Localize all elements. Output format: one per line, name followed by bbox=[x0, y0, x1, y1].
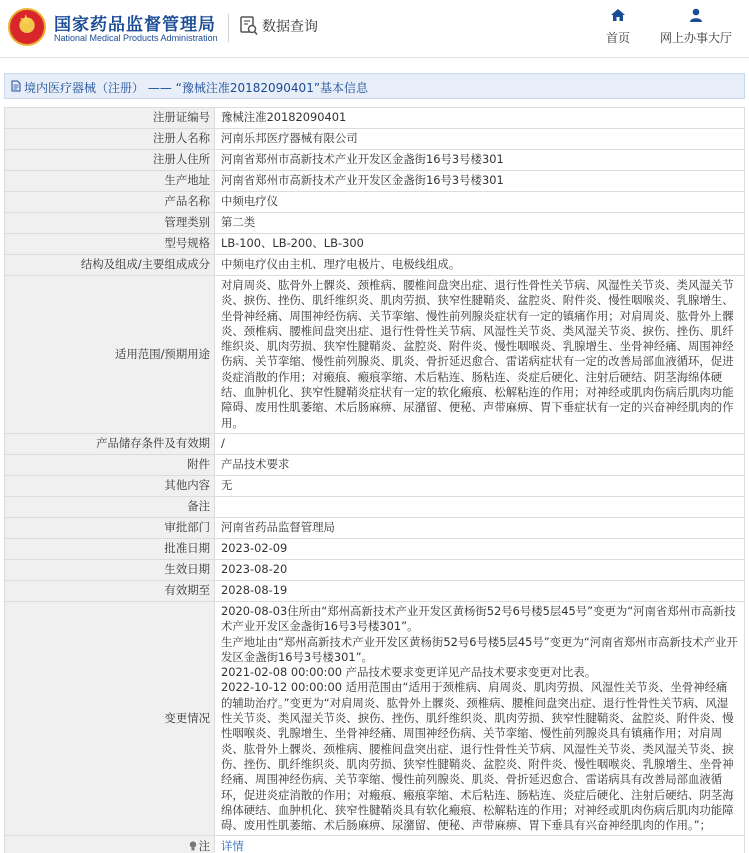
field-key: 生效日期 bbox=[5, 559, 215, 580]
section-title: 数据查询 bbox=[262, 19, 318, 35]
field-key: 注册证编号 bbox=[5, 108, 215, 129]
field-key: 审批部门 bbox=[5, 517, 215, 538]
table-row bbox=[5, 601, 745, 835]
field-value: 对肩周炎、肱骨外上髁炎、颈椎病、腰椎间盘突出症、退行性骨性关节病、风湿性关节炎、类风湿关节炎、捩伤、挫伤、肌纤维织炎、肌肉劳损、狭窄性腱鞘炎、盆腔炎、附件炎、慢性咽喉炎、乳腺增生、坐骨神经痛、周围神经伤病、关节挛缩、慢性前列腺炎症状有一定的镇痛作用；对肩周炎、肱骨外上髁炎、颈椎病、腰椎间盘突出症、退行性骨性关节病、风湿性关节炎、类风湿关节炎、捩伤、挫伤、肌纤维织炎、肌肉劳损、狭窄性腱鞘炎、盆腔炎、附件炎、慢性咽喉炎、乳腺增生、坐骨神经痛、周围神经伤病、关节挛缩、慢性前列腺炎、肌炎、骨折延迟愈合、雷诺病症状有一定的改善局部血液循环，促进炎症消散的作用；对瘢痕、瘢痕挛缩、术后粘连、肠粘连、炎症后硬化、注射后硬结、阴茎海绵体硬结、血肿机化、狭窄性腱鞘炎症状有一定的软化瘢痕、松解粘连的作用；对神经或肌肉伤病后肌肉功能障碍、废用性肌萎缩、术后肠麻痹、尿潴留、便秘、声带麻痹、胃下垂症状有一定的兴奋神经肌肉的作用。 bbox=[215, 276, 745, 434]
field-value: 2023-08-20 bbox=[215, 559, 745, 580]
nav-online-service-hall[interactable] bbox=[648, 8, 744, 46]
field-key: 生产地址 bbox=[5, 171, 215, 192]
table-row bbox=[5, 580, 745, 601]
table-row bbox=[5, 433, 745, 454]
detail-title-bar bbox=[4, 73, 745, 99]
field-value: 无 bbox=[215, 475, 745, 496]
change-history: 2020-08-03住所由“郑州高新技术产业开发区黄杨街52号6号楼5层45号”变更为“河南省郑州市高新技术产业开发区金盏街16号3号楼301”。 生产地址由“郑州高新技术产业开发区黄杨街52号6号楼5层45号”变更为“河南省郑州市高新技术产业开发区金盏街16号3号楼301”。 2021-02-08 00:00:00 产品技术要求变更详见产品技术要求变更对比表。 2022-10-12 00:00:00 适用范围由“适用于颈椎病、肩周炎、肌肉劳损、风湿性关节炎、坐骨神经痛的辅助治疗。”变更为“对肩周炎、肱骨外上髁炎、颈椎病、腰椎间盘突出症、退行性骨性关节病、风湿性关节炎、类风湿关节炎、捩伤、挫伤、肌纤维织炎、肌肉劳损、狭窄性腱鞘炎、盆腔炎、附件炎、慢性咽喉炎、乳腺增生、坐骨神经痛、周围神经伤病、关节挛缩、慢性前列腺炎具有镇痛作用；对肩周炎、肱骨外上髁炎、颈椎病、腰椎间盘突出症、退行性骨性关节病、风湿性关节炎、类风湿关节炎、捩伤、挫伤、肌纤维织炎、肌肉劳损、狭窄性腱鞘炎、盆腔炎、附件炎、慢性咽喉炎、乳腺增生、坐骨神经痛、周围神经伤病、关节挛缩、慢性前列腺炎、肌炎、骨折延迟愈合、雷诺病具有改善局部血液循环，促进炎症消散的作用；对瘢痕、瘢痕挛缩、术后粘连、肠粘连、炎症后硬化、注射后硬结、阴茎海绵体硬结、血肿机化、狭窄性腱鞘炎具有软化瘢痕、松解粘连的作用；对神经或肌肉伤病后肌肉功能障碍、废用性肌萎缩、术后肠麻痹、尿潴留、便秘、声带麻痹、胃下垂具有兴奋神经肌肉的作用。”； bbox=[215, 601, 745, 835]
note-key bbox=[5, 836, 215, 853]
table-row bbox=[5, 836, 745, 853]
field-value bbox=[215, 496, 745, 517]
table-row bbox=[5, 234, 745, 255]
field-value: 2028-08-19 bbox=[215, 580, 745, 601]
table-row bbox=[5, 454, 745, 475]
user-icon bbox=[688, 8, 704, 22]
note-label: 注 bbox=[198, 838, 210, 853]
field-value: 中频电疗仪由主机、理疗电极片、电极线组成。 bbox=[215, 255, 745, 276]
field-key: 注册人名称 bbox=[5, 129, 215, 150]
nav-online-service-label: 网上办事大厅 bbox=[659, 31, 732, 45]
site-logo-subtitle: National Medical Products Administration bbox=[54, 33, 218, 43]
field-value: 河南省药品监督管理局 bbox=[215, 517, 745, 538]
field-value: 河南省郑州市高新技术产业开发区金盏街16号3号楼301 bbox=[215, 150, 745, 171]
field-value: 河南省郑州市高新技术产业开发区金盏街16号3号楼301 bbox=[215, 171, 745, 192]
field-key: 批准日期 bbox=[5, 538, 215, 559]
detail-title: 境内医疗器械（注册） —— “豫械注准20182090401”基本信息 bbox=[24, 81, 369, 95]
table-row bbox=[5, 559, 745, 580]
emblem-star-icon: ★ bbox=[19, 11, 33, 29]
table-row bbox=[5, 192, 745, 213]
nav-home-label: 首页 bbox=[605, 31, 630, 45]
header-divider bbox=[228, 14, 229, 42]
note-value bbox=[215, 836, 745, 853]
field-key: 变更情况 bbox=[5, 601, 215, 835]
table-row bbox=[5, 276, 745, 434]
field-key: 产品名称 bbox=[5, 192, 215, 213]
table-row bbox=[5, 496, 745, 517]
field-key: 管理类别 bbox=[5, 213, 215, 234]
table-row bbox=[5, 255, 745, 276]
table-row bbox=[5, 213, 745, 234]
table-row bbox=[5, 538, 745, 559]
field-value: 中频电疗仪 bbox=[215, 192, 745, 213]
table-row bbox=[5, 129, 745, 150]
nav-home[interactable] bbox=[598, 8, 638, 46]
field-value: 豫械注准20182090401 bbox=[215, 108, 745, 129]
table-row bbox=[5, 108, 745, 129]
details-link[interactable]: 详情 bbox=[221, 838, 244, 853]
field-key: 其他内容 bbox=[5, 475, 215, 496]
table-row bbox=[5, 150, 745, 171]
field-key: 适用范围/预期用途 bbox=[5, 276, 215, 434]
data-query-icon bbox=[240, 16, 258, 36]
field-value: 产品技术要求 bbox=[215, 454, 745, 475]
table-row bbox=[5, 475, 745, 496]
field-value: 河南乐邦医疗器械有限公司 bbox=[215, 129, 745, 150]
field-key: 备注 bbox=[5, 496, 215, 517]
field-key: 附件 bbox=[5, 454, 215, 475]
field-value: / bbox=[215, 433, 745, 454]
field-key: 型号规格 bbox=[5, 234, 215, 255]
field-key: 产品储存条件及有效期 bbox=[5, 433, 215, 454]
lightbulb-icon bbox=[189, 841, 197, 851]
field-key: 注册人住所 bbox=[5, 150, 215, 171]
field-value: 2023-02-09 bbox=[215, 538, 745, 559]
document-icon bbox=[11, 80, 21, 92]
table-row bbox=[5, 517, 745, 538]
table-row bbox=[5, 171, 745, 192]
field-key: 结构及组成/主要组成成分 bbox=[5, 255, 215, 276]
field-value: LB-100、LB-200、LB-300 bbox=[215, 234, 745, 255]
registration-detail-table bbox=[4, 107, 745, 853]
field-key: 有效期至 bbox=[5, 580, 215, 601]
site-header bbox=[0, 0, 749, 58]
home-icon bbox=[610, 8, 626, 22]
field-value: 第二类 bbox=[215, 213, 745, 234]
site-logo-title[interactable]: 国家药品监督管理局 bbox=[54, 15, 216, 35]
